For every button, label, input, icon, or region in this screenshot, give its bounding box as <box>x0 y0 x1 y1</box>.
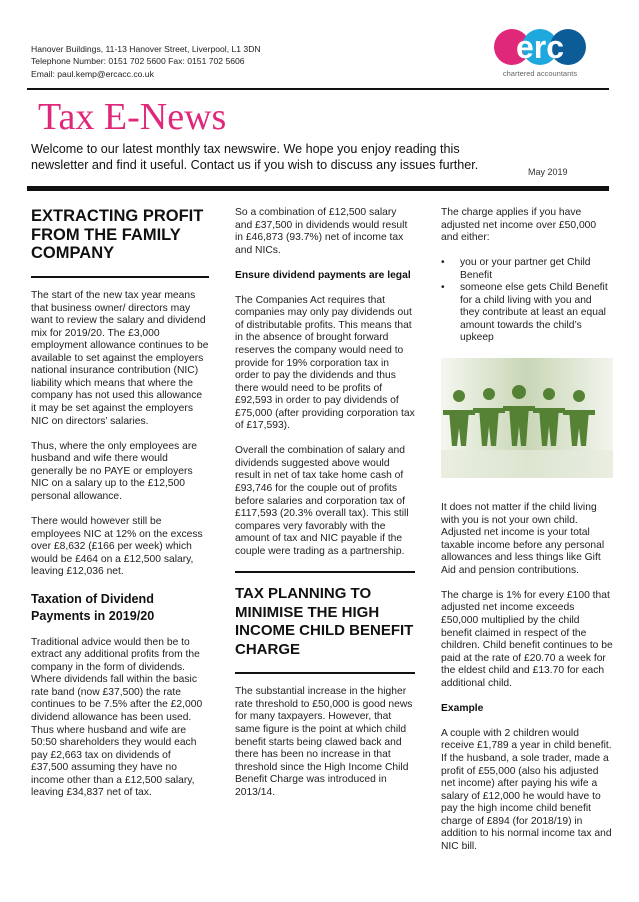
paragraph: A couple with 2 children would receive £1,789 a year in child benefit. If the husband, a sole trader, made a profit of £55,000 (also his adjusted net income) after paying his wife a salary of £12,000 he would have to pay the high income child benefit charge of £894 (for 2018/19) in addition to his normal income tax and NIC bill. <box>441 727 612 852</box>
company-logo <box>492 24 588 84</box>
header-rule <box>27 88 609 90</box>
list-item: • you or your partner get Child Benefit <box>441 257 613 282</box>
phone-line: Telephone Number: 0151 702 5600 Fax: 0151 702 5606 <box>31 56 245 67</box>
heading-rule <box>31 276 209 278</box>
newsletter-title: Tax E-News <box>38 96 227 138</box>
logo-text: erc <box>515 29 565 65</box>
subheading: Taxation of Dividend Payments in 2019/20 <box>31 592 155 623</box>
paragraph: The charge is 1% for every £100 that adjusted net income exceeds £50,000 multiplied by the child benefit claimed in respect of the children. Child benefit continues to be paid at the rate of £20.70 a week for the eldest child and £13.70 for each additional child. <box>441 589 613 689</box>
bullet-list <box>441 257 613 345</box>
paragraph: There would however still be employees NIC at 12% on the excess over £8,632 (£166 per week) which would be £464 on a £12,500 salary, leaving £12,036 net. <box>31 515 203 578</box>
paragraph: The start of the new tax year means that business owner/ directors may want to review the salary and dividend mix for 2019/20. The £3,000 employment allowance continues to be available to set against the employers national insurance contribution (NIC) liability which means that where the company has not used this allowance it may be set against the employers NIC on directors’ salaries. <box>31 290 209 427</box>
section-rule <box>235 571 415 573</box>
paper-chain-people-image <box>441 358 613 478</box>
article-heading: EXTRACTING PROFIT FROM THE FAMILY COMPANY <box>31 207 204 263</box>
column-2 <box>235 207 415 812</box>
paragraph: The charge applies if you have adjusted net income over £50,000 and either: <box>441 207 597 244</box>
article-heading: TAX PLANNING TO MINIMISE THE HIGH INCOME CHILD BENEFIT CHARGE <box>235 585 414 658</box>
paragraph: Overall the combination of salary and dividends suggested above would result in net of tax take home cash of £93,746 for the couple out of profits before salaries and corporation tax of £117,593 (20.3% overall tax). This still compares very favorably with the amount of tax and NIC payable if the couple were trading as a partnership. <box>235 445 409 557</box>
subheading: Example <box>441 702 484 714</box>
logo-mark <box>492 24 588 70</box>
paragraph: It does not matter if the child living with you is not your own child. Adjusted net income is your total taxable income before any personal allowances and less things like Gift Aid and pension contributions. <box>441 502 605 576</box>
logo-subtitle: chartered accountants <box>502 69 578 78</box>
paragraph: The substantial increase in the higher rate threshold to £50,000 is good news for many taxpayers. However, that same figure is the point at which child benefit starts being clawed back and there has been no increase in that threshold since the High Income Child Benefit Charge was introduced in 2013/14. <box>235 686 413 798</box>
list-item: • someone else gets Child Benefit for a child living with you and they contribute at least an equal amount towards the child’s upkeep <box>441 282 613 345</box>
paragraph: Traditional advice would then be to extract any additional profits from the company in the form of dividends. Where dividends fall within the basic rate band (now £37,500) the rate continues to be 7.5% after the £2,000 dividend allowance has been used. Thus where husband and wife are 50:50 shareholders they would each pay £2,663 tax on dividends of £37,500 assuming they have no income other than a £12,500 salary, leaving £34,837 net of tax. <box>31 636 203 799</box>
issue-date: May 2019 <box>528 167 568 177</box>
paragraph: So a combination of £12,500 salary and £37,500 in dividends would result in £46,873 (93.7%) net of income tax and NICs. <box>235 207 408 256</box>
subheading: Ensure dividend payments are legal <box>235 269 411 281</box>
column-3 <box>441 207 613 866</box>
column-1 <box>31 207 209 812</box>
intro-text: Welcome to our latest monthly tax newswire. We hope you enjoy reading this newsletter and find it useful. Contact us if you wish to discuss any issues further. <box>31 142 479 172</box>
email-line: Email: paul.kemp@ercacc.co.uk <box>31 68 154 79</box>
masthead-rule <box>27 186 609 191</box>
heading-rule <box>235 672 415 674</box>
address-block <box>31 43 261 80</box>
paragraph: The Companies Act requires that companies may only pay dividends out of distributable profits. This means that in the absence of brought forward reserves the company would need to provide for 19% corporation tax in order to pay the dividends and thus there would need to be profits of £92,593 in order to pay dividends of £75,000 (after providing corporation tax of £17,593). <box>235 294 415 432</box>
address-line: Hanover Buildings, 11-13 Hanover Street, Liverpool, L1 3DN <box>31 44 261 54</box>
paragraph: Thus, where the only employees are husband and wife there would generally be no PAYE or employers NIC on a salary up to the £12,500 personal allowance. <box>31 440 197 502</box>
